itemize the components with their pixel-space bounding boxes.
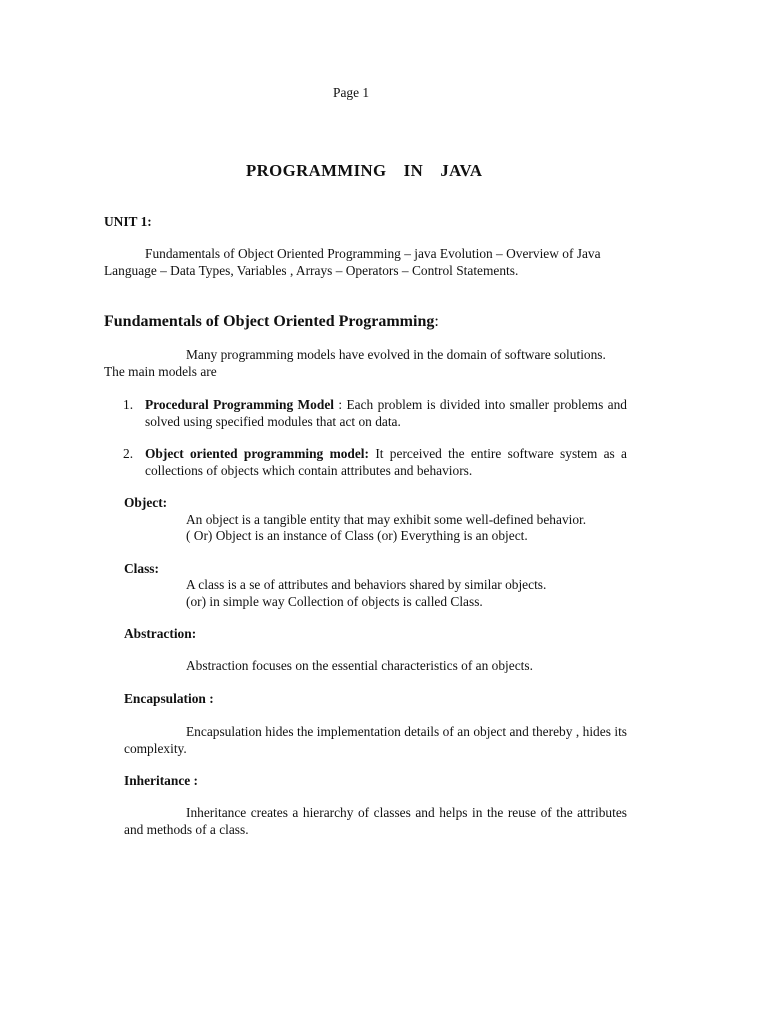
term-inheritance-paragraph	[124, 805, 627, 838]
term-encapsulation-paragraph	[124, 724, 627, 757]
term-abstraction-label: Abstraction:	[124, 626, 197, 641]
section-heading-text: Fundamentals of Object Oriented Programming	[104, 313, 435, 330]
page-number: Page 1	[333, 85, 370, 100]
term-encapsulation-label: Encapsulation :	[124, 691, 214, 706]
unit-syllabus-text: Fundamentals of Object Oriented Programming – java Evolution – Overview of Java Language – Data Types, Variables , Arrays – Operators – Control Statements.	[104, 246, 601, 278]
term-inheritance-text: Inheritance creates a hierarchy of classes and helps in the reuse of the attributes and methods of a class.	[124, 805, 627, 837]
list-item-text: It perceived the entire software system as a collections of objects which contain attributes and behaviors.	[145, 446, 627, 478]
document-title: PROGRAMMING IN JAVA	[246, 161, 483, 180]
term-object-line2: ( Or) Object is an instance of Class (or) Everything is an object.	[186, 528, 528, 543]
term-object-label: Object:	[124, 495, 168, 510]
term-class-line2: (or) in simple way Collection of objects is called Class.	[186, 594, 483, 609]
term-abstraction-text: Abstraction focuses on the essential characteristics of an objects.	[186, 658, 533, 673]
term-object-line1: An object is a tangible entity that may exhibit some well-defined behavior.	[186, 512, 587, 527]
term-class-label: Class:	[124, 561, 159, 576]
section-intro-text: Many programming models have evolved in the domain of software solutions. The main models are	[104, 347, 606, 379]
term-class-line1: A class is a se of attributes and behaviors shared by similar objects.	[186, 577, 547, 592]
section-intro	[104, 347, 627, 380]
list-number: 2.	[123, 446, 134, 461]
section-heading-suffix: :	[434, 313, 439, 330]
list-number: 1.	[123, 397, 134, 412]
term-encapsulation-text: Encapsulation hides the implementation details of an object and thereby , hides its complexity.	[124, 724, 627, 756]
list-item	[145, 397, 627, 430]
term-inheritance-label: Inheritance :	[124, 773, 199, 788]
list-item-text: : Each problem is divided into smaller problems and solved using specified modules that act on data.	[145, 397, 627, 429]
list-item-name: Procedural Programming Model	[145, 397, 334, 412]
list-item	[145, 446, 627, 479]
unit-syllabus	[104, 246, 615, 279]
unit-heading: UNIT 1:	[104, 214, 152, 229]
list-item-name: Object oriented programming model:	[145, 446, 369, 461]
section-heading	[104, 313, 439, 331]
